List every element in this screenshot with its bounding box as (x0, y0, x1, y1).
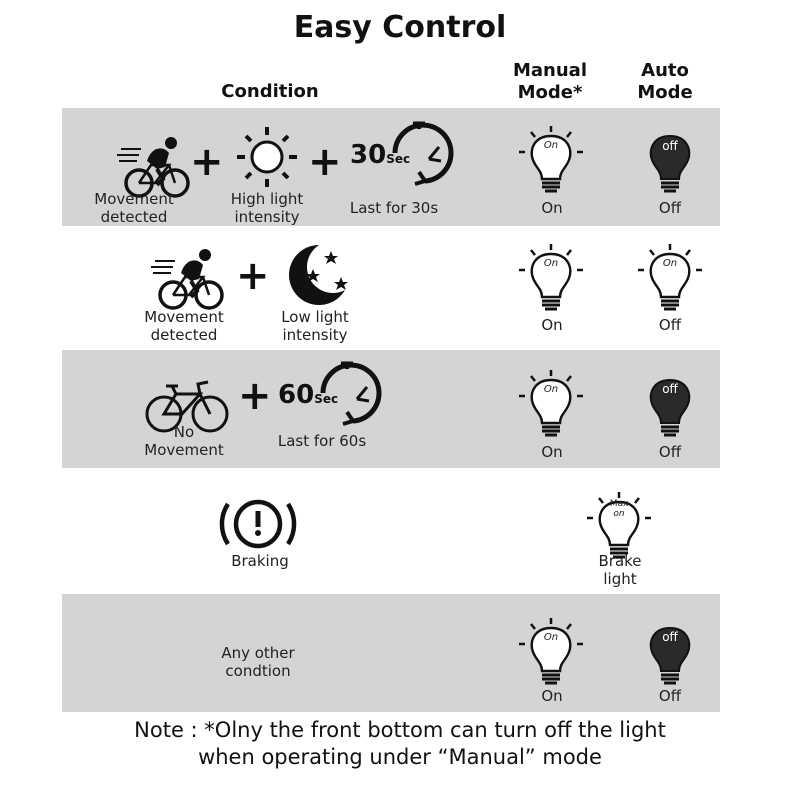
plus-sign: + (190, 139, 224, 185)
header-manual-line1: Manual (512, 60, 587, 81)
cond-any-other (198, 644, 318, 680)
light-bulb-icon (516, 368, 586, 438)
cond-line: intensity (282, 326, 348, 344)
bulb-text-line: Max (609, 499, 629, 509)
auto-status: Off (658, 443, 682, 461)
sun-icon (232, 122, 302, 192)
header-auto-mode (620, 60, 710, 104)
page-title: Easy Control (293, 10, 507, 45)
manual-status: On (541, 687, 563, 705)
bulb-text (604, 499, 634, 519)
brake-light-status (580, 552, 660, 588)
manual-status: On (541, 199, 563, 217)
cond-line: No (173, 423, 195, 441)
bulb-text-line: on (613, 509, 625, 519)
header-auto-line1: Auto (641, 60, 689, 81)
cond-braking: Braking (231, 552, 289, 570)
bulb-text: off (662, 139, 678, 153)
cond-movement-detected (74, 190, 194, 226)
cond-line: Movement (144, 441, 224, 459)
plus-sign: + (308, 139, 342, 185)
row-3 (62, 350, 720, 468)
timer-unit: Sec (314, 392, 339, 406)
cond-high-light (212, 190, 322, 226)
bicycle-icon (138, 376, 234, 430)
timer-30 (350, 140, 410, 170)
bulb-text: off (662, 630, 678, 644)
row-1 (62, 108, 720, 226)
header-auto-line2: Mode (637, 82, 693, 103)
auto-status: Off (658, 199, 682, 217)
footnote-line2: when operating under “Manual” mode (198, 745, 602, 769)
cyclist-icon (144, 248, 234, 308)
cond-line: intensity (234, 208, 300, 226)
cond-line: detected (100, 208, 168, 226)
plus-sign: + (236, 253, 270, 299)
brake-label-line: light (603, 570, 637, 588)
cond-no-movement (124, 423, 244, 459)
cond-movement-detected (124, 308, 244, 344)
cond-line: Low light (281, 308, 349, 326)
cond-line: Movement (144, 308, 224, 326)
light-bulb-icon (635, 368, 705, 438)
cond-line: Movement (94, 190, 174, 208)
bulb-text: On (543, 258, 559, 269)
bulb-text: On (543, 140, 559, 151)
moon-stars-icon (284, 240, 354, 310)
bulb-text: On (662, 258, 678, 269)
light-bulb-icon (516, 616, 586, 686)
cond-low-light (260, 308, 370, 344)
header-manual-line2: Mode* (517, 82, 583, 103)
cond-line: condtion (225, 662, 291, 680)
timer-60 (278, 380, 338, 410)
manual-status: On (541, 443, 563, 461)
bulb-text: On (543, 632, 559, 643)
plus-sign: + (238, 373, 272, 419)
row-2 (62, 226, 720, 350)
timer-unit: Sec (386, 152, 411, 166)
cond-last-60s: Last for 60s (277, 432, 367, 450)
timer-value: 30 (350, 140, 387, 170)
row-5 (62, 594, 720, 712)
light-bulb-icon (635, 242, 705, 312)
manual-status: On (541, 316, 563, 334)
bulb-text: On (543, 384, 559, 395)
footnote (0, 717, 800, 771)
light-bulb-icon (516, 242, 586, 312)
cond-line: Any other (221, 644, 295, 662)
header-condition: Condition (221, 81, 319, 102)
footnote-line1: Note : *Olny the front bottom can turn off the light (134, 718, 666, 742)
cond-line: detected (150, 326, 218, 344)
cond-last-30s: Last for 30s (349, 199, 439, 217)
auto-status: Off (658, 316, 682, 334)
light-bulb-icon (635, 616, 705, 686)
row-4 (62, 468, 720, 594)
brake-label-line: Brake (598, 552, 642, 570)
bulb-text: off (662, 382, 678, 396)
cyclist-icon (110, 136, 200, 196)
auto-status: Off (658, 687, 682, 705)
light-bulb-icon (516, 124, 586, 194)
light-bulb-icon (635, 124, 705, 194)
timer-value: 60 (278, 380, 315, 410)
cond-line: High light (230, 190, 304, 208)
header-manual-mode (495, 60, 605, 104)
